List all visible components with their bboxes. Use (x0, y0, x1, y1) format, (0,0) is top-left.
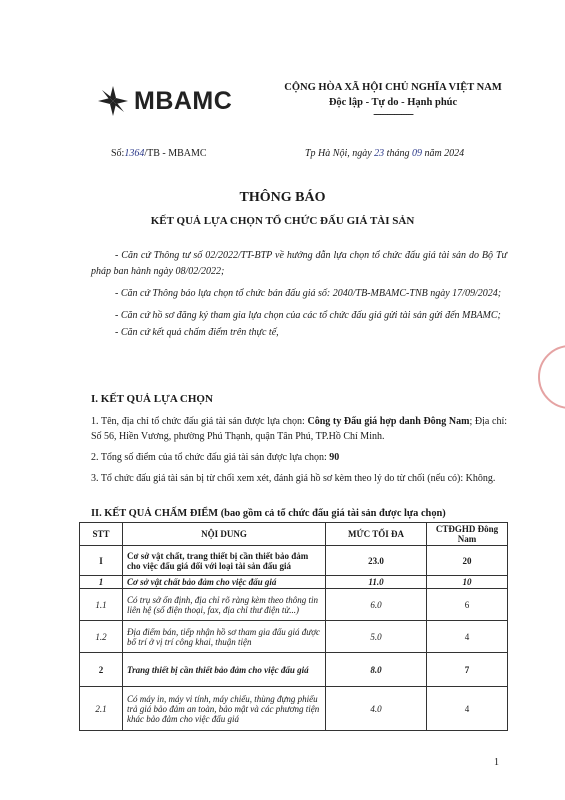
section-1-items (91, 414, 507, 492)
score-table (79, 522, 508, 731)
legal-basis: - Căn cứ hồ sơ đăng ký tham gia lựa chọn của các tổ chức đấu giá gửi tài sản gửi đến MBAMC; (115, 310, 501, 321)
cell-stt: 2 (80, 653, 123, 687)
cell-content: Có trụ sở ổn định, địa chỉ rõ ràng kèm theo thông tin liên hệ (số điện thoại, fax, địa chỉ thư điện tử...) (123, 589, 326, 621)
item-2-label: 2. Tổng số điểm của tổ chức đấu giá tài sản được lựa chọn: (91, 452, 330, 463)
cell-score: 6 (427, 589, 508, 621)
table-row (80, 687, 508, 731)
cell-content: Địa điểm bán, tiếp nhận hồ sơ tham gia đấu giá được bố trí ở vị trí công khai, thuận tiện (123, 621, 326, 653)
cell-score: 7 (427, 653, 508, 687)
cell-score: 4 (427, 621, 508, 653)
date-month-label: tháng (386, 148, 410, 159)
legal-basis: - Căn cứ Thông tư số 02/2022/TT-BTP về hướng dẫn lựa chọn tổ chức đấu giá tài sản do Bộ Tư pháp ban hành ngày 08/02/2022; (91, 250, 507, 277)
cell-stt: 1.1 (80, 589, 123, 621)
item-3: 3. Tổ chức đấu giá tài sản bị từ chối xem xét, đánh giá hồ sơ kèm theo lý do từ chối (nếu có): Không. (91, 473, 496, 484)
section-1-heading: I. KẾT QUẢ LỰA CHỌN (91, 393, 213, 405)
header-content: NỘI DUNG (123, 523, 326, 546)
company-logo (96, 84, 232, 118)
cell-content: Cơ sở vật chất bảo đảm cho việc đấu giá (123, 576, 326, 589)
item-1 (91, 414, 507, 444)
header-score: CTĐGHD Đông Nam (427, 523, 508, 546)
cell-max: 5.0 (326, 621, 427, 653)
cell-max: 4.0 (326, 687, 427, 731)
table-row (80, 546, 508, 576)
cell-score: 4 (427, 687, 508, 731)
cell-stt: I (80, 546, 123, 576)
legal-bases (91, 248, 507, 347)
table-row (80, 576, 508, 589)
table-row (80, 621, 508, 653)
cell-score: 10 (427, 576, 508, 589)
document-number (111, 148, 207, 159)
section-2-heading: II. KẾT QUẢ CHẤM ĐIỂM (bao gồm cả tổ chức đấu giá tài sản được lựa chọn) (91, 508, 446, 519)
table-header-row (80, 523, 508, 546)
item-2 (91, 450, 507, 465)
cell-content: Trang thiết bị cần thiết bảo đảm cho việc đấu giá (123, 653, 326, 687)
legal-basis: - Căn cứ kết quả chấm điểm trên thực tế, (115, 327, 279, 338)
header-rule: ----------------- (373, 109, 413, 120)
date-month: 09 (411, 148, 422, 159)
cell-max: 11.0 (326, 576, 427, 589)
table-row (80, 653, 508, 687)
document-date (305, 148, 464, 159)
national-header (262, 82, 524, 122)
document-subtitle: KẾT QUẢ LỰA CHỌN TỔ CHỨC ĐẤU GIÁ TÀI SẢN (150, 215, 415, 227)
selected-organization: Công ty Đấu giá hợp danh Đông Nam (307, 416, 470, 427)
cell-content: Có máy in, máy vi tính, máy chiếu, thùng đựng phiếu trả giá bảo đảm an toàn, bảo mật và các phương tiện khác bảo đảm cho việc đấu giá (123, 687, 326, 731)
table-row (80, 589, 508, 621)
header-stt: STT (80, 523, 123, 546)
cell-max: 6.0 (326, 589, 427, 621)
item-1-label: 1. Tên, địa chỉ tổ chức đấu giá tài sản được lựa chọn: (91, 416, 308, 427)
mbamc-star-icon (96, 84, 130, 118)
logo-text: MBAMC (134, 86, 233, 115)
cell-stt: 1.2 (80, 621, 123, 653)
country-name: CỘNG HÒA XÃ HỘI CHỦ NGHĨA VIỆT NAM (284, 82, 502, 93)
cell-max: 8.0 (326, 653, 427, 687)
doc-no-suffix: /TB - MBAMC (144, 148, 207, 159)
header-max: MỨC TỐI ĐA (326, 523, 427, 546)
cell-content: Cơ sở vật chất, trang thiết bị cần thiết bảo đảm cho việc đấu giá đối với loại tài sản đấu giá (123, 546, 326, 576)
cell-stt: 2.1 (80, 687, 123, 731)
cell-max: 23.0 (326, 546, 427, 576)
doc-no-prefix: Số: (111, 148, 125, 159)
legal-basis: - Căn cứ Thông báo lựa chọn tổ chức bán đấu giá số: 2040/TB-MBAMC-TNB ngày 17/09/2024; (115, 288, 502, 299)
total-score: 90 (329, 452, 340, 463)
cell-stt: 1 (80, 576, 123, 589)
date-prefix: Tp Hà Nội, ngày (305, 148, 372, 159)
date-year: năm 2024 (424, 148, 465, 159)
document-title: THÔNG BÁO (239, 190, 326, 205)
stamp-mark (538, 345, 565, 409)
page-number: 1 (494, 757, 499, 768)
selected-organization-address: ; Địa chỉ: Số 56, Hiền Vương, phường Phú Thạnh, quận Tân Phú, TP.Hồ Chí Minh. (91, 416, 508, 442)
doc-no-handwritten: 1364 (124, 148, 145, 159)
date-day: 23 (374, 148, 385, 159)
cell-score: 20 (427, 546, 508, 576)
national-motto: Độc lập - Tự do - Hạnh phúc (328, 97, 458, 108)
